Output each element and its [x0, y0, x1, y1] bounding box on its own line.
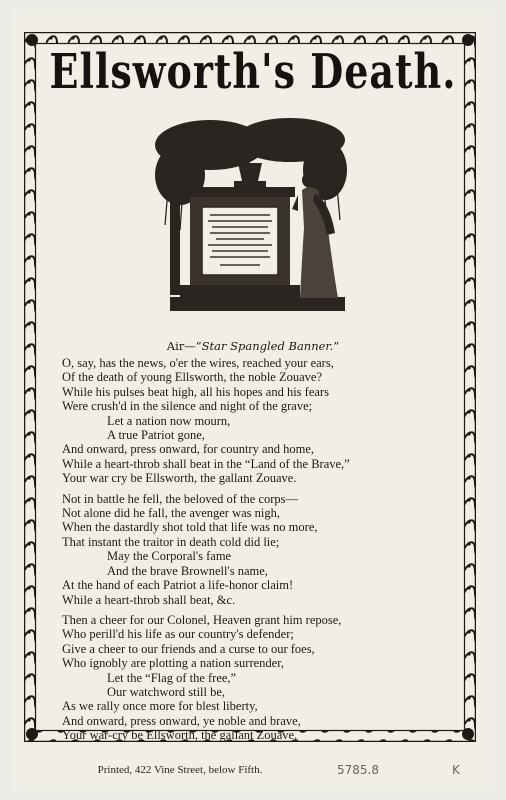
poem-line: Our watchword still be,: [107, 684, 226, 699]
stanza: [62, 613, 462, 743]
poem-line: While a heart-throb shall beat in the “Land of the Brave,”: [62, 456, 350, 471]
air-prefix: Air—“: [166, 339, 202, 353]
stanza: [62, 492, 462, 607]
poem-line: While his pulses beat high, all his hopes and his fears: [62, 384, 329, 399]
poem-line: As we rally once more for blest liberty,: [62, 699, 258, 714]
air-suffix: ”: [333, 339, 340, 353]
poem-line: When the dastardly shot told that life was no more,: [62, 520, 318, 535]
poem-line: While a heart-throb shall beat, &c.: [62, 592, 236, 607]
poem-line: At the hand of each Patriot a life-honor claim!: [62, 578, 294, 593]
stanza: [62, 356, 462, 486]
poem-line: Who ignobly are plotting a nation surrender,: [62, 656, 285, 671]
broadside-title: Ellsworth's Death.: [49, 43, 457, 100]
imprint: Printed, 422 Vine Street, below Fifth.: [97, 764, 263, 776]
air-line: [50, 339, 456, 353]
catalog-mark: 5785.8: [337, 763, 379, 777]
poem-body: [62, 356, 462, 749]
poem-line: Your war-cry be Ellsworth, the gallant Zouave.: [62, 728, 298, 743]
poem-line: Then a cheer for our Colonel, Heaven grant him repose,: [62, 612, 342, 627]
poem-line: That instant the traitor in death cold did lie;: [62, 534, 280, 549]
poem-line: And onward, press onward, ye noble and brave,: [62, 713, 301, 728]
poem-line: Let the “Flag of the free,”: [107, 670, 237, 685]
poem-line: Who perill'd his life as our country's defender;: [62, 627, 294, 642]
poem-line: Let a nation now mourn,: [107, 413, 231, 428]
catalog-letter: K: [452, 763, 460, 777]
poem-line: Your war cry be Ellsworth, the gallant Zouave.: [62, 471, 297, 486]
poem-line: Of the death of young Ellsworth, the noble Zouave?: [62, 370, 322, 385]
poem-line: Give a cheer to our friends and a curse to our foes,: [62, 641, 315, 656]
air-tune: Star Spangled Banner.: [201, 339, 334, 353]
poem-line: May the Corporal's fame: [107, 549, 232, 564]
poem-line: Were crush'd in the silence and night of the grave;: [62, 399, 313, 414]
poem-line: A true Patriot gone,: [107, 428, 205, 443]
poem-line: Not alone did he fall, the avenger was nigh,: [62, 506, 280, 521]
mourning-engraving: [150, 115, 350, 320]
poem-line: And the brave Brownell's name,: [107, 563, 268, 578]
poem-line: O, say, has the news, o'er the wires, reached your ears,: [62, 356, 334, 370]
poem-line: Not in battle he fell, the beloved of the corps—: [62, 491, 299, 506]
poem-line: And onward, press onward, for country and home,: [62, 442, 315, 457]
